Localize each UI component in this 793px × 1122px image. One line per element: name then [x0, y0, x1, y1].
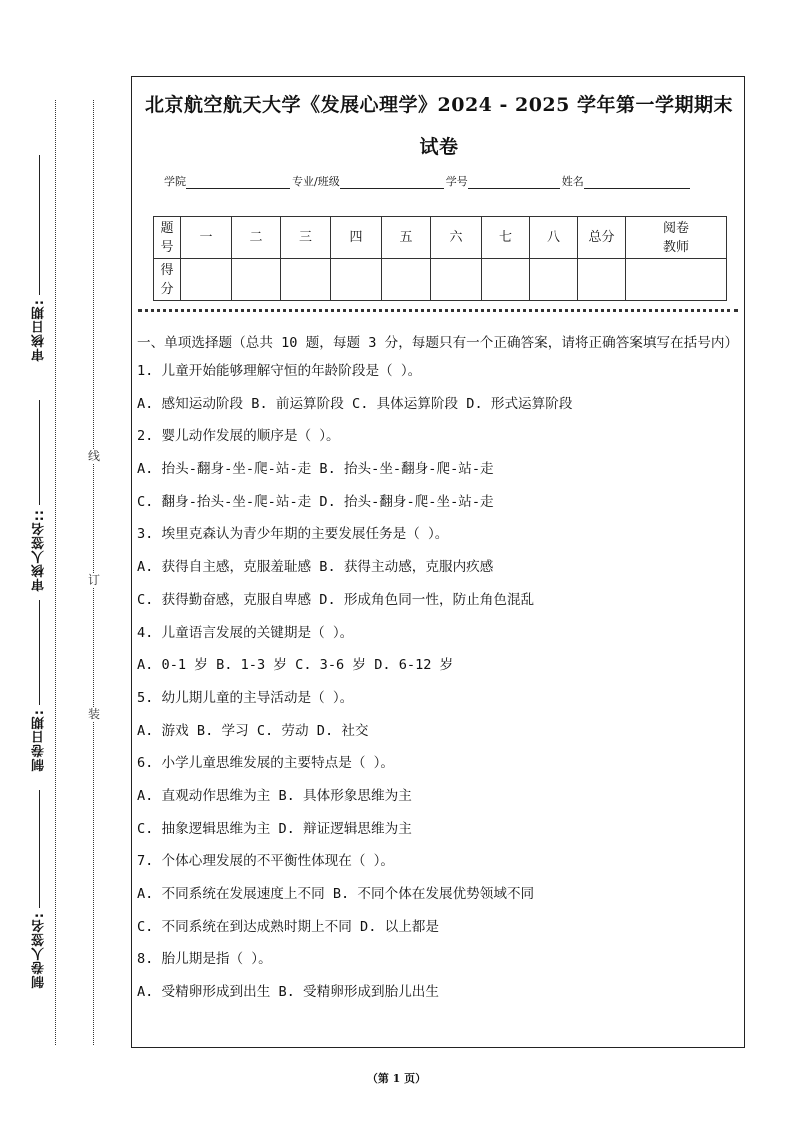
exam-title-line2: 试卷 — [419, 136, 459, 158]
option-line: A. 抬头-翻身-坐-爬-站-走 B. 抬头-坐-翻身-爬-站-走 — [137, 461, 494, 478]
score-cell-q8[interactable] — [530, 259, 578, 301]
row-score-label: 得分 — [154, 259, 181, 301]
option-line: A. 游戏 B. 学习 C. 劳动 D. 社交 — [137, 722, 369, 739]
header-question-no: 题号 — [154, 217, 181, 259]
option-line: C. 获得勤奋感，克服自卑感 D. 形成角色同一性，防止角色混乱 — [137, 591, 535, 608]
major-class-label: 专业/班级 — [292, 175, 340, 188]
exam-title-line1: 北京航空航天大学《发展心理学》2024 - 2025 学年第一学期期末 — [145, 94, 733, 116]
header-q6: 六 — [431, 217, 482, 259]
section-separator — [138, 309, 738, 312]
major-class-input[interactable] — [340, 176, 444, 189]
compile-date-label: 制卷日期: — [31, 709, 47, 772]
question-line: 2. 婴儿动作发展的顺序是（ ）。 — [137, 428, 340, 445]
option-line: C. 不同系统在到达成熟时期上不同 D. 以上都是 — [137, 918, 439, 935]
college-label: 学院 — [164, 175, 186, 188]
binding-char-line: 线 — [87, 449, 100, 463]
header-q8: 八 — [530, 217, 578, 259]
option-line: A. 获得自主感，克服羞耻感 B. 获得主动感，克服内疚感 — [137, 559, 494, 576]
option-line: C. 翻身-抬头-坐-爬-站-走 D. 抬头-翻身-爬-坐-站-走 — [137, 493, 494, 510]
header-q7: 七 — [482, 217, 530, 259]
question-line: 4. 儿童语言发展的关键期是（ ）。 — [137, 624, 354, 641]
score-cell-q7[interactable] — [482, 259, 530, 301]
section-heading: 一、单项选择题（总共 10 题，每题 3 分，每题只有一个正确答案，请将正确答案填写在括号内） — [137, 335, 739, 351]
score-cell-q2[interactable] — [232, 259, 281, 301]
score-cell-q5[interactable] — [382, 259, 431, 301]
score-cell-q1[interactable] — [181, 259, 232, 301]
question-line: 5. 幼儿期儿童的主导活动是（ ）。 — [137, 689, 354, 706]
score-cell-grader[interactable] — [626, 259, 727, 301]
header-q2: 二 — [232, 217, 281, 259]
binding-char-pack: 装 — [87, 707, 100, 721]
reviewer-signature-label: 审核人签名:: — [31, 509, 47, 592]
option-line: A. 不同系统在发展速度上不同 B. 不同个体在发展优势领域不同 — [137, 886, 535, 902]
question-line: 8. 胎儿期是指（ ）。 — [137, 951, 272, 968]
compiler-signature-line — [39, 790, 40, 908]
review-date-line — [39, 155, 40, 295]
name-label: 姓名 — [561, 175, 584, 188]
header-grader: 阅卷教师 — [626, 217, 727, 259]
header-q5: 五 — [382, 217, 431, 259]
question-line: 1. 儿童开始能够理解守恒的年龄阶段是（ ）。 — [137, 363, 422, 379]
compile-date-line — [39, 600, 40, 705]
student-info-row — [164, 173, 724, 189]
score-table-score-row — [154, 259, 727, 301]
option-line: A. 受精卵形成到出生 B. 受精卵形成到胎儿出生 — [137, 984, 439, 1001]
reviewer-signature-line — [39, 400, 40, 505]
compiler-signature-field — [22, 790, 56, 988]
page-number: （第 1 页） — [366, 1072, 427, 1085]
question-line: 6. 小学儿童思维发展的主要特点是（ ）。 — [137, 755, 395, 772]
student-id-label: 学号 — [445, 175, 468, 188]
option-line: C. 抽象逻辑思维为主 D. 辩证逻辑思维为主 — [137, 820, 412, 837]
score-table — [153, 216, 727, 301]
exam-frame — [131, 76, 745, 1048]
header-q1: 一 — [181, 217, 232, 259]
review-date-field — [22, 155, 56, 361]
binding-char-bind: 订 — [87, 573, 100, 587]
reviewer-signature-field — [22, 400, 56, 591]
compile-date-field — [22, 600, 56, 771]
name-input[interactable] — [584, 176, 690, 189]
student-id-input[interactable] — [468, 176, 560, 189]
score-cell-total[interactable] — [578, 259, 626, 301]
college-input[interactable] — [186, 176, 290, 189]
question-line: 7. 个体心理发展的不平衡性体现在（ ）。 — [137, 853, 395, 870]
option-line: A. 感知运动阶段 B. 前运算阶段 C. 具体运算阶段 D. 形式运算阶段 — [137, 395, 573, 412]
question-section — [137, 332, 737, 1015]
header-q3: 三 — [281, 217, 331, 259]
score-table-header-row — [154, 217, 727, 259]
header-q4: 四 — [331, 217, 382, 259]
header-total: 总分 — [578, 217, 626, 259]
option-line: A. 直观动作思维为主 B. 具体形象思维为主 — [137, 787, 412, 804]
compiler-signature-label: 制卷人签名: — [31, 912, 47, 989]
review-date-label: 审核日期: — [31, 299, 47, 362]
score-cell-q3[interactable] — [281, 259, 331, 301]
score-cell-q4[interactable] — [331, 259, 382, 301]
option-line: A. 0-1 岁 B. 1-3 岁 C. 3-6 岁 D. 6-12 岁 — [137, 657, 454, 674]
question-line: 3. 埃里克森认为青少年期的主要发展任务是（ ）。 — [137, 526, 449, 543]
score-cell-q6[interactable] — [431, 259, 482, 301]
